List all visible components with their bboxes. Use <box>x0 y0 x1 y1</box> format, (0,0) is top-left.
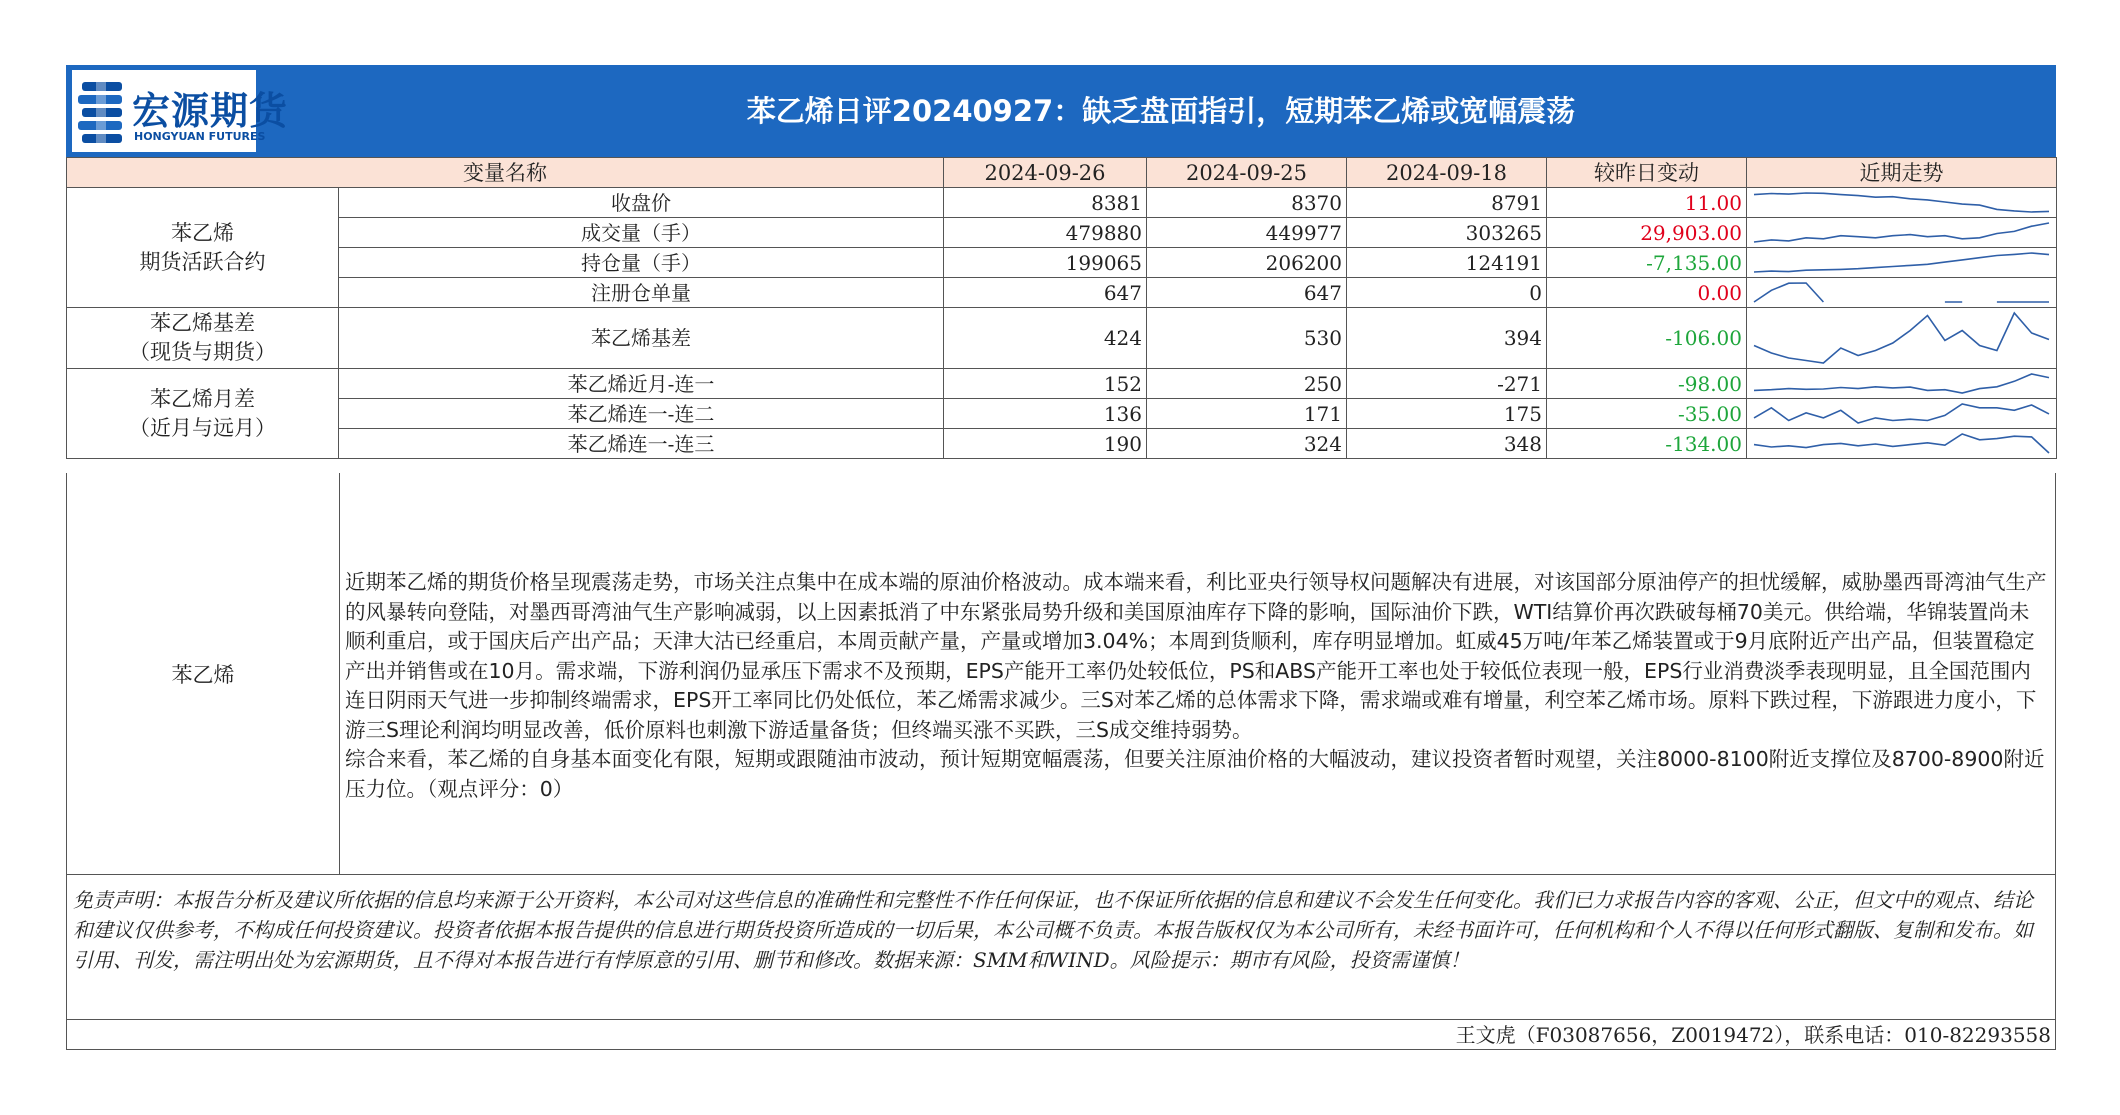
company-logo <box>72 70 289 152</box>
value-d1: 8381 <box>944 188 1147 218</box>
sparkline <box>1749 218 2054 247</box>
sparkline <box>1749 369 2054 398</box>
report-sheet <box>66 65 2056 1050</box>
commentary-label: 苯乙烯 <box>67 473 340 874</box>
value-d3: 394 <box>1347 308 1547 369</box>
sparkline <box>1749 308 2054 368</box>
group-spread-label <box>67 369 339 459</box>
value-d2: 8370 <box>1147 188 1347 218</box>
value-change: -98.00 <box>1547 369 1747 399</box>
value-d3: 0 <box>1347 278 1547 308</box>
value-d1: 424 <box>944 308 1147 369</box>
sparkline <box>1749 429 2054 458</box>
value-d2: 250 <box>1147 369 1347 399</box>
analyst-contact: 王文虎（F03087656，Z0019472），联系电话：010-82293558 <box>66 1020 2056 1050</box>
value-d3: -271 <box>1347 369 1547 399</box>
table-row <box>67 399 2057 429</box>
value-change: -7,135.00 <box>1547 248 1747 278</box>
group-label-text: 苯乙烯 期货活跃合约 <box>139 220 266 274</box>
row-name: 收盘价 <box>339 188 944 218</box>
sparkline-path <box>1754 193 2049 212</box>
row-name: 苯乙烯近月-连一 <box>339 369 944 399</box>
value-d3: 175 <box>1347 399 1547 429</box>
report-header <box>66 65 2056 157</box>
sparkline <box>1749 248 2054 277</box>
sparkline-cell <box>1747 248 2057 278</box>
header-date-3: 2024-09-18 <box>1347 158 1547 188</box>
commentary-text <box>345 568 2047 804</box>
value-change: -35.00 <box>1547 399 1747 429</box>
value-d1: 647 <box>944 278 1147 308</box>
row-name: 苯乙烯基差 <box>339 308 944 369</box>
row-name: 苯乙烯连一-连三 <box>339 429 944 459</box>
value-d1: 199065 <box>944 248 1147 278</box>
value-change: -134.00 <box>1547 429 1747 459</box>
sparkline <box>1749 188 2054 217</box>
value-change: 0.00 <box>1547 278 1747 308</box>
sparkline-path <box>1754 283 2049 302</box>
table-row <box>67 188 2057 218</box>
table-row <box>67 218 2057 248</box>
value-d1: 479880 <box>944 218 1147 248</box>
report-title: 苯乙烯日评20240927：缺乏盘面指引，短期苯乙烯或宽幅震荡 <box>746 94 1576 128</box>
value-d2: 530 <box>1147 308 1347 369</box>
value-d3: 303265 <box>1347 218 1547 248</box>
group-label-text: 苯乙烯基差 （现货与期货） <box>129 311 276 364</box>
table-row <box>67 369 2057 399</box>
value-d2: 449977 <box>1147 218 1347 248</box>
commentary-paragraph: 近期苯乙烯的期货价格呈现震荡走势，市场关注点集中在成本端的原油价格波动。成本端来看，利比亚央行领导权问题解决有进展，对该国部分原油停产的担忧缓解，威胁墨西哥湾油气生产的风暴转向登陆，对墨西哥湾油气生产影响减弱，以上因素抵消了中东紧张局势升级和美国原油库存下降的影响，国际油价下跌，WTI结算价再次跌破每桶70美元。供给端，华锦装置尚未顺利重启，或于国庆后产出产品；天津大沽已经重启，本周贡献产量，产量或增加3.04%；本周到货顺利，库存明显增加。虹威45万吨/年苯乙烯装置或于9月底附近产出产品，但装置稳定产出并销售或在10月。需求端，下游利润仍显承压下需求不及预期，EPS产能开工率仍处较低位，PS和ABS产能开工率也处于较低位表现一般，EPS行业消费淡季表现明显，且全国范围内连日阴雨天气进一步抑制终端需求，EPS开工率同比仍处低位，苯乙烯需求减少。三S对苯乙烯的总体需求下降，需求端或难有增量，利空苯乙烯市场。原料下跌过程，下游跟进力度小，下游三S理论利润均明显改善，低价原料也刺激下游适量备货；但终端买涨不买跌，三S成交维持弱势。 <box>345 570 2047 742</box>
sparkline-cell <box>1747 369 2057 399</box>
sparkline-cell <box>1747 188 2057 218</box>
value-change: -106.00 <box>1547 308 1747 369</box>
row-name: 成交量（手） <box>339 218 944 248</box>
sparkline-path <box>1754 374 2049 393</box>
header-change: 较昨日变动 <box>1547 158 1747 188</box>
row-name: 持仓量（手） <box>339 248 944 278</box>
value-d1: 190 <box>944 429 1147 459</box>
disclaimer-text: 免责声明：本报告分析及建议所依据的信息均来源于公开资料，本公司对这些信息的准确性和完整性不作任何保证，也不保证所依据的信息和建议不会发生任何变化。我们已力求报告内容的客观、公正，但文中的观点、结论和建议仅供参考，不构成任何投资建议。投资者依据本报告提供的信息进行期货投资所造成的一切后果，本公司概不负责。本报告版权仅为本公司所有，未经书面许可，任何机构和个人不得以任何形式翻版、复制和发布。如引用、刊发，需注明出处为宏源期货，且不得对本报告进行有悖原意的引用、删节和修改。数据来源：SMM和WIND。风险提示：期市有风险，投资需谨慎！ <box>66 875 2056 1020</box>
table-row <box>67 308 2057 369</box>
sparkline-cell <box>1747 429 2057 459</box>
value-d3: 8791 <box>1347 188 1547 218</box>
value-change: 11.00 <box>1547 188 1747 218</box>
row-name: 注册仓单量 <box>339 278 944 308</box>
sparkline-cell <box>1747 278 2057 308</box>
data-table <box>66 157 2057 459</box>
value-d3: 348 <box>1347 429 1547 459</box>
logo-english-name: HONGYUAN FUTURES <box>134 130 266 143</box>
value-d2: 647 <box>1147 278 1347 308</box>
sparkline-path <box>1754 253 2049 272</box>
sparkline-cell <box>1747 308 2057 369</box>
value-d1: 136 <box>944 399 1147 429</box>
header-variable-name: 变量名称 <box>67 158 944 188</box>
logo-chinese-name: 宏源期货 <box>132 89 289 133</box>
table-row <box>67 278 2057 308</box>
sparkline-path <box>1754 223 2049 242</box>
value-d1: 152 <box>944 369 1147 399</box>
sparkline-path <box>1754 313 2049 363</box>
header-date-1: 2024-09-26 <box>944 158 1147 188</box>
table-row <box>67 248 2057 278</box>
group-label-text: 苯乙烯月差 （近月与远月） <box>129 386 276 440</box>
commentary-section <box>66 473 2056 875</box>
sparkline <box>1749 399 2054 428</box>
sparkline-cell <box>1747 218 2057 248</box>
group-futures-label <box>67 188 339 308</box>
table-row <box>67 429 2057 459</box>
value-d2: 171 <box>1147 399 1347 429</box>
header-date-2: 2024-09-25 <box>1147 158 1347 188</box>
header-trend: 近期走势 <box>1747 158 2057 188</box>
group-basis-label <box>67 308 339 369</box>
value-d3: 124191 <box>1347 248 1547 278</box>
value-change: 29,903.00 <box>1547 218 1747 248</box>
sparkline-path <box>1754 404 2049 423</box>
row-name: 苯乙烯连一-连二 <box>339 399 944 429</box>
sparkline-cell <box>1747 399 2057 429</box>
sparkline-path <box>1754 434 2049 453</box>
value-d2: 206200 <box>1147 248 1347 278</box>
commentary-paragraph: 综合来看，苯乙烯的自身基本面变化有限，短期或跟随油市波动，预计短期宽幅震荡，但要关注原油价格的大幅波动，建议投资者暂时观望，关注8000-8100附近支撑位及8700-8900附近压力位。（观点评分：0） <box>345 747 2045 801</box>
hongyuan-emblem-icon <box>78 78 128 144</box>
table-header-row <box>67 158 2057 188</box>
value-d2: 324 <box>1147 429 1347 459</box>
sparkline <box>1749 278 2054 307</box>
